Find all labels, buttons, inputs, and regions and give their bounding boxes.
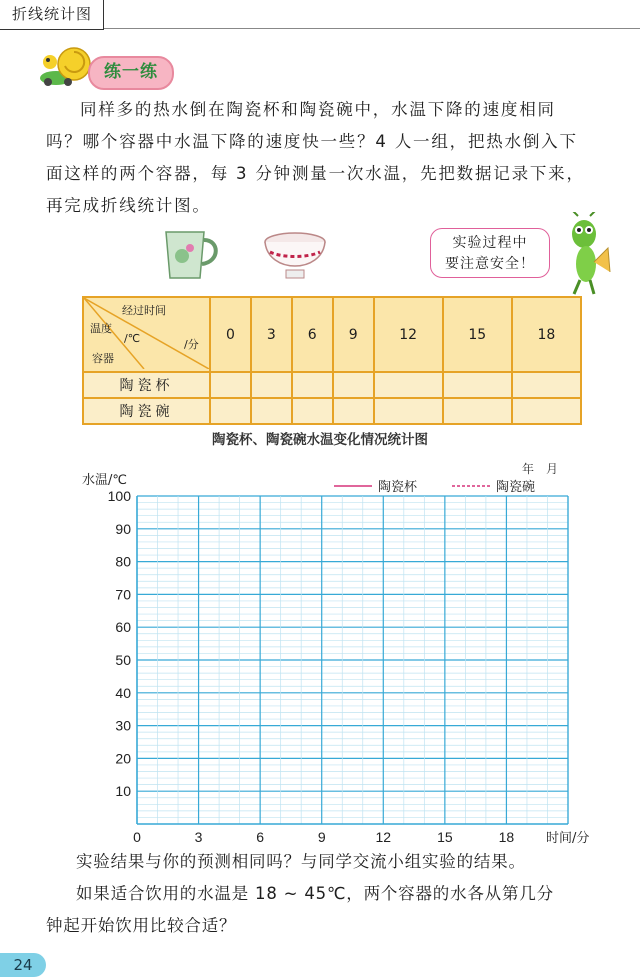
cup-cell-15[interactable] (443, 372, 512, 398)
table-row (83, 398, 581, 424)
time-col-6: 6 (292, 297, 333, 372)
safety-speech-bubble (430, 228, 550, 278)
line-chart-grid (0, 462, 640, 852)
cup-cell-3[interactable] (251, 372, 292, 398)
intro-line-2: 吗？哪个容器中水温下降的速度快一些？4 人一组，把热水倒入下 (46, 132, 578, 151)
y-tick-label: 100 (107, 488, 131, 504)
bowl-cell-3[interactable] (251, 398, 292, 424)
header-rule (104, 28, 640, 29)
time-header-label: 经过时间 (122, 304, 166, 317)
time-unit-label: /分 (184, 338, 199, 351)
time-col-0: 0 (210, 297, 251, 372)
x-axis-label: 时间/分 (546, 831, 590, 846)
x-tick-label: 6 (256, 829, 265, 845)
intro-line-1: 同样多的热水倒在陶瓷杯和陶瓷碗中，水温下降的速度相同 (80, 100, 556, 119)
container-header-label: 容器 (92, 352, 114, 365)
y-tick-label: 70 (115, 586, 131, 603)
bowl-cell-0[interactable] (210, 398, 251, 424)
y-tick-label: 20 (115, 750, 131, 767)
time-col-9: 9 (333, 297, 374, 372)
x-tick-label: 18 (498, 829, 515, 845)
y-tick-label: 50 (115, 652, 131, 668)
y-tick-label: 40 (115, 684, 131, 701)
x-tick-label: 3 (194, 829, 203, 845)
chart-title: 陶瓷杯、陶瓷碗水温变化情况统计图 (212, 432, 428, 448)
cup-cell-9[interactable] (333, 372, 374, 398)
y-tick-label: 30 (115, 717, 131, 734)
y-tick-label: 90 (115, 520, 131, 537)
page-number: 24 (0, 953, 46, 977)
temperature-record-table (82, 296, 582, 425)
cup-cell-0[interactable] (210, 372, 251, 398)
row-label-bowl: 陶瓷碗 (83, 398, 210, 424)
cup-cell-6[interactable] (292, 372, 333, 398)
chapter-title: 折线统计图 (0, 0, 104, 30)
practice-badge: 练一练 (88, 56, 174, 90)
x-tick-label: 0 (133, 829, 141, 845)
bubble-line-1: 实验过程中 (452, 235, 528, 251)
legend-label: 陶瓷碗 (496, 480, 536, 495)
temp-header-label: 温度 (90, 322, 112, 335)
bowl-cell-18[interactable] (512, 398, 581, 424)
question-2-line-1: 如果适合饮用的水温是 18 ~ 45℃，两个容器的水各从第几分 (76, 884, 554, 903)
y-axis-label: 水温/℃ (82, 473, 127, 488)
question-1: 实验结果与你的预测相同吗？与同学交流小组实验的结果。 (76, 852, 526, 871)
intro-line-4: 再完成折线统计图。 (46, 196, 211, 215)
time-col-18: 18 (512, 297, 581, 372)
grasshopper-icon (558, 212, 614, 296)
time-col-12: 12 (374, 297, 443, 372)
bowl-cell-15[interactable] (443, 398, 512, 424)
question-2-line-2: 钟起开始饮用比较合适？ (46, 916, 237, 935)
x-tick-label: 12 (375, 829, 392, 845)
time-col-15: 15 (443, 297, 512, 372)
bowl-icon (262, 230, 328, 284)
cup-icon (160, 228, 224, 282)
diagonal-header-cell (83, 297, 210, 372)
y-tick-label: 60 (115, 619, 131, 636)
bowl-cell-12[interactable] (374, 398, 443, 424)
cup-cell-12[interactable] (374, 372, 443, 398)
row-label-cup: 陶瓷杯 (83, 372, 210, 398)
legend-label: 陶瓷杯 (378, 480, 418, 495)
table-header-row (83, 297, 581, 372)
y-tick-label: 10 (115, 783, 131, 800)
bubble-line-2: 要注意安全！ (445, 256, 535, 272)
date-placeholder: 年 月 (522, 462, 559, 476)
intro-line-3: 面这样的两个容器，每 3 分钟测量一次水温，先把数据记录下来， (46, 164, 585, 183)
temp-unit-label: /℃ (124, 332, 141, 345)
y-tick-label: 80 (115, 553, 131, 570)
x-tick-label: 9 (317, 829, 326, 845)
x-tick-label: 15 (437, 829, 453, 845)
bowl-cell-9[interactable] (333, 398, 374, 424)
cup-cell-18[interactable] (512, 372, 581, 398)
time-col-3: 3 (251, 297, 292, 372)
table-row (83, 372, 581, 398)
bowl-cell-6[interactable] (292, 398, 333, 424)
